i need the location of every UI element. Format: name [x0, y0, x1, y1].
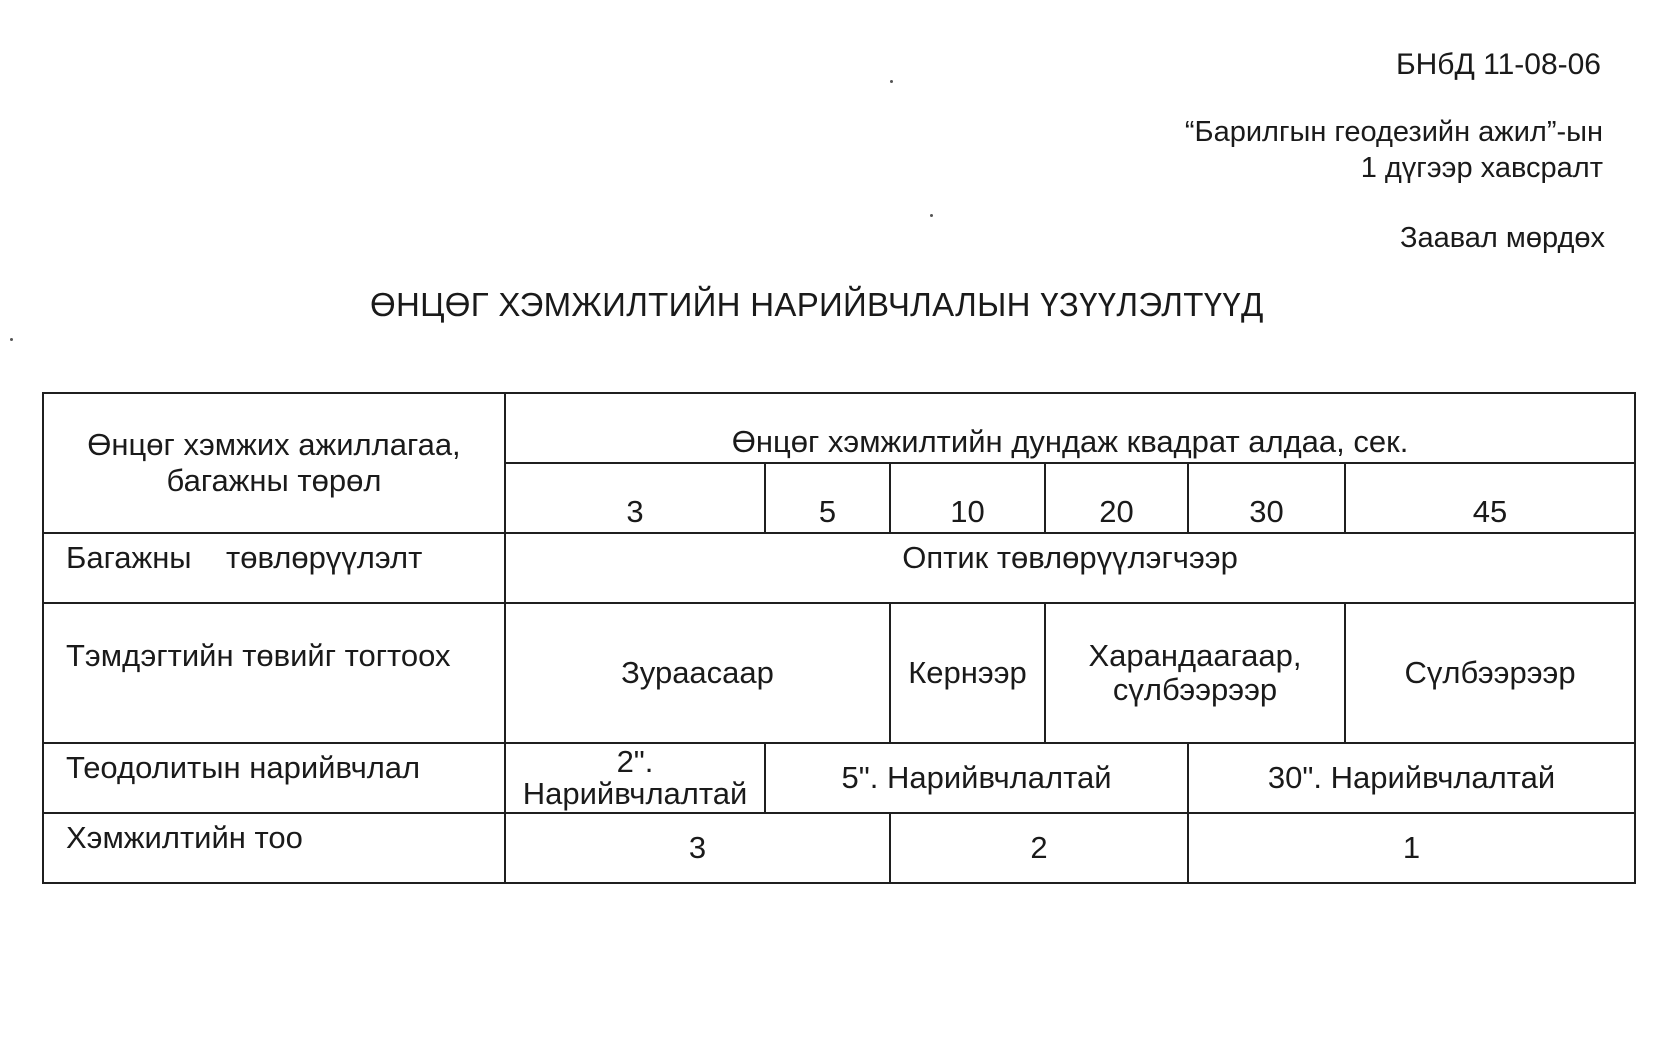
row-label-count: Хэмжилтийн тоо	[43, 813, 505, 883]
page-title: ӨНЦӨГ ХЭМЖИЛТИЙН НАРИЙВЧЛАЛЫН ҮЗҮҮЛЭЛТҮҮД	[370, 286, 1264, 323]
count-value-cell: 2	[890, 813, 1188, 883]
row-label-theodolite: Теодолитын нарийвчлал	[43, 743, 505, 813]
marking-value-cell: Харандаагаар, сүлбээрээр	[1045, 603, 1345, 743]
error-value-cell: 45	[1345, 463, 1635, 533]
count-value-cell: 1	[1188, 813, 1635, 883]
marking-row	[43, 603, 1635, 743]
row-label-marking: Тэмдэгтийн төвийг тогтоох	[43, 603, 505, 743]
error-value-cell: 30	[1188, 463, 1345, 533]
document-code: БНбД 11-08-06	[1395, 48, 1601, 81]
marking-value-cell: Сүлбээрээр	[1345, 603, 1635, 743]
error-value-cell: 20	[1045, 463, 1188, 533]
annex-line-1: “Барилгын геодезийн ажил”-ын	[1184, 116, 1603, 148]
theodolite-value-cell: 2". Нарийвчлалтай	[505, 743, 765, 813]
error-value-cell: 3	[505, 463, 765, 533]
theodolite-value-cell: 30". Нарийвчлалтай	[1188, 743, 1635, 813]
centering-row	[43, 533, 1635, 603]
mandatory-note: Заавал мөрдөх	[1399, 222, 1605, 254]
table-header-row	[43, 393, 1635, 463]
annex-line-2: 1 дүгээр хавсралт	[1360, 152, 1603, 184]
theodolite-value-cell: 5". Нарийвчлалтай	[765, 743, 1188, 813]
main-header-cell: Өнцөг хэмжилтийн дундаж квадрат алдаа, сек.	[505, 393, 1635, 463]
theodolite-row	[43, 743, 1635, 813]
error-value-cell: 5	[765, 463, 890, 533]
scan-speck	[890, 80, 893, 83]
annex-reference	[1185, 114, 1603, 186]
scan-speck	[10, 338, 13, 341]
count-value-cell: 3	[505, 813, 890, 883]
scan-speck	[930, 214, 933, 217]
count-row	[43, 813, 1635, 883]
error-value-cell: 10	[890, 463, 1045, 533]
row-label-centering: Багажны төвлөрүүлэлт	[43, 533, 505, 603]
accuracy-table	[42, 392, 1636, 884]
marking-value-cell: Зураасаар	[505, 603, 890, 743]
marking-value-cell: Кернээр	[890, 603, 1045, 743]
centering-value-cell: Оптик төвлөрүүлэгчээр	[505, 533, 1635, 603]
corner-header-cell: Өнцөг хэмжих ажиллагаа, багажны төрөл	[43, 393, 505, 533]
